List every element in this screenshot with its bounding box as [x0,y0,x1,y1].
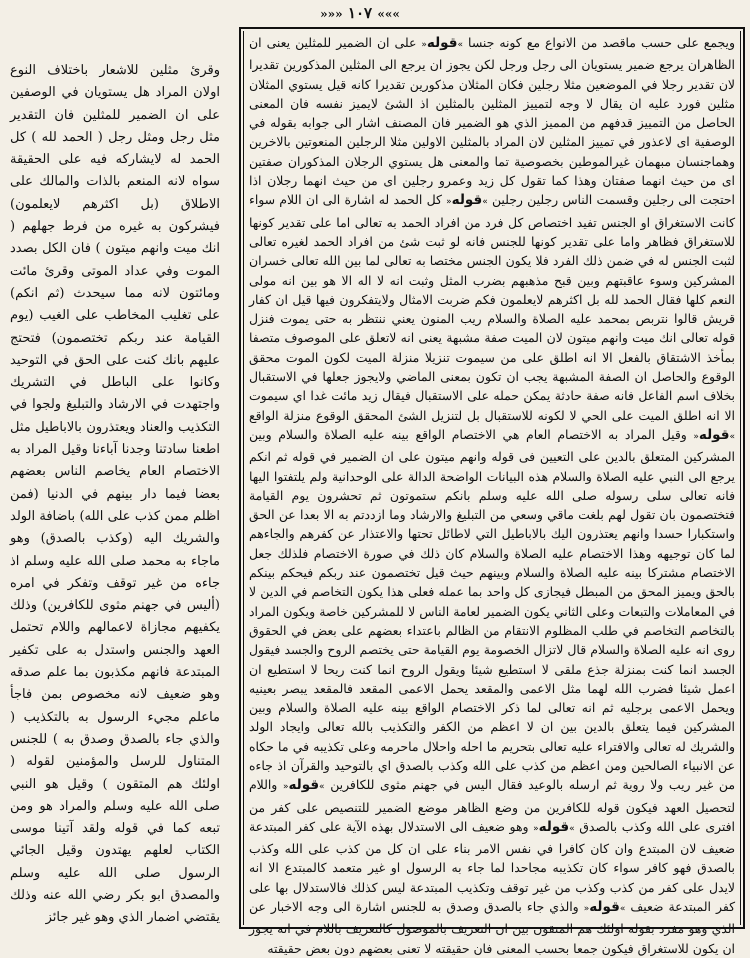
page-number [225,4,495,22]
page-number-value: ١٠٧ [347,4,373,22]
qawluhu-marker-2: »قوله« [446,192,488,209]
qawluhu-marker-3: »قوله« [693,426,735,443]
side-paragraph: وقرئ مثلين للاشعار باختلاف النوع اولان المراد هل يستويان في الوصفين على ان الضمير للمثلين فان التقدير مثل رجل ومثل رجل ( الحمد لله ) كل الحمد له لايشاركه فيه على الحقيقة سواه لانه المنعم بالذات والمالك على الاطلاق (بل اكثرهم لايعلمون) فيشركون به غيره من فرط جهلهم ( انك ميت وانهم ميتون ) فان الكل بصدد الموت وفي عداد الموتى وقرئ مائت ومائتون لانه مما سيحدث (ثم انكم) على تغليب المخاطب على الغيب (يوم القيامة عند ربكم تختصمون) فتحتج عليهم بانك كنت على الحق في التوحيد وكانوا على الباطل في التشريك واجتهدت في الارشاد والتبليغ ولجوا في التكذيب والعناد ويعتذرون بالاباطيل مثل اطعنا سادتنا وجدنا آباءنا وقيل المراد به الاختصام العام يخاصم الناس بعضهم بعضا فيما دار بينهم في الدنيا (فمن اظلم ممن كذب على الله) باضافة الولد والشريك اليه (وكذب بالصدق) وهو ماجاء به محمد صلى الله عليه وسلم اذ جاءه من غير توقف وتفكر في امره (أليس في جهنم مثوى للكافرين) وذلك يكفيهم مجازاة لاعمالهم واللام تحتمل العهد والجنس واستدل به على تكفير المبتدعة فانهم مكذبون بما علم صدقه وهو ضعيف لانه مخصوص بمن فاجأ ماعلم مجيء الرسول به بالتكذيب ( والذي جاء بالصدق وصدق به ) للجنس المتناول للرسل والمؤمنين لقوله ( اولئك هم المتقون ) وقيل هو النبي صلى الله عليه وسلم والمراد هو ومن تبعه كما في قوله ولقد آتينا موسى الكتاب لعلهم يهتدون وقيل الجائي الرسول صلى الله عليه وسلم والمصدق ابو بكر رضي الله عنه وذلك يقتضي اضمار الذي وهو غير جائز [10,63,220,926]
main-paragraph-3: كل الحمد له اشارة الى ان اللام سواء كانت الاستغراق او الجنس تفيد اختصاص كل فرد من افراد الحمد به تعالى اما على تقدير كونها للاستغراق فظاهر واما على تقدير كونها للجنس فانه لو ثبت شئ من افراد الحمد لغيره تعالى لثبت الجنس له في ضمن ذلك الفرد فلا يكون الجنس مختصا به تعالى لما بين الله تعالى خسران المشركين وسوء عاقبتهم وبين قبح مذهبهم بضرب المثل وثبت انه لا اله الا هو بين انه مولى النعم كلها فقال الحمد لله بل اكثرهم لايعلمون فكم ضربت الامثال ولايتفكرون فيها قيل ان كفار قريش قالوا نتربص بمحمد عليه الصلاة والسلام ريب المنون يعني ننتظر به حتى يموت فنزل قوله تعالى انك ميت وانهم ميتون لان الميت صفة مشبهة يعنى انه لاتعلق على الموصوف متصفا بمأخذ الاشتقاق بالفعل الا انه اطلق على من سيموت تنزيلا منزلة الميت لكون الموت محقق الوقوع والحاصل ان الصفة المشبهة يجب ان تكون بمعنى الماضي ولايجوز جعلها في الاستقبال بخلاف اسم الفاعل فانه صفة حادثة يمكن حمله على الاستقبال فيقال زيد مائت غدا اي سيموت الا انه اطلق الميت على الحي لا لكونه للاستقبال بل لتنزيل الشئ المحقق الوقوع منزلة الواقع [249,192,735,423]
main-commentary-frame [239,27,745,956]
qawluhu-marker-5: »قوله« [533,818,575,835]
page-ornament-left: ««« [320,7,343,21]
main-paragraph-7: والذي جاء بالصدق وصدق به للجنس اشارة الى وجه الاخبار عن الذي وهو مفرد بقوله اولئك هم المتقون بين ان التعريف بالموصول كالتعريف باللام في انه يجوز ان يكون للاستغراق فيكون جمعا بحسب المعنى فان حقيقته لا تعنى بعضهم دون بعض حقيقته [249,899,735,956]
main-paragraph-5: واللام لتحصيل العهد فيكون قوله للكافرين من وضع الظاهر موضع الضمير للتنصيص على كفر من افترى على الله وكذب بالصدق [249,777,735,834]
main-paragraph-4: وقيل المراد به الاختصام العام هي الاختصام الواقع بينه عليه الصلاة والسلام وبين المشركين المتعلق بالدين على التعيين فى قوله وانهم ميتون على ان الضمير في قوله ثم انكم يرجع الى النبي عليه الصلاة والسلام هذه البيانات الواضحة الدالة على الوحدانية ولم يلتفتوا اليها فانه تعالى سلى رسوله صلى الله عليه وسلم بانكم ستموتون ثم تحشرون يوم القيامة فتختصمون بان تقول لهم بلغت ماقي وسعي من التبليغ والارشاد وما ازددتم به الا بعدا عن الحق واستكبارا حسدا وانهم يعتذرون اليك بالاباطيل التي لاطائل تحتها والاعتذار عن كفرهم والجاءهم لما كان توجيهه وهذا الاختصام عليه الصلاة والسلام كان ذلك في صورة الاختصام فلذلك جعل الاختصام مشتركا بينه عليه الصلاة والسلام وبينهم حيث قيل تختصمون عند ربكم فيحكم بينكم بالحق ويميز المحق من المبطل فيجازى كل واحد بما عمله فعلى هذا يكون التخاصم في الدين لا في المعاملات والتبعات وعلى الثاني يكون الضمير لعامة الناس لا للمشركين خاصة ويكون المراد بالتخاصم التخاصم في طلب المظلوم الانتقام من الظالم باعتداء بعضهم على بعض في الحقوق روى انه عليه الصلاة والسلام قال لاتزال الخصومة يوم القيامة حتى يختصم الروح والجسد فيقول الجسد انما كنت بمنزلة جذع ملقى لا استطيع شيئا ويقول الروح انما كنت ريحا لا استطيع ان اعمل شيئا فضرب الله لهما مثل الاعمى والمقعد يحمل الاعمى المقعد فالمقعد يبصر بعينيه ويحمل الاعمى برجليه ثم انه تعالى لما ذكر الاختصام الواقع بينه عليه الصلاة والسلام وبين المشركين فيما يتعلق بالدين بين ان لا اعظم من الكفر والتكذيب بالله تعالى وايجاد الولد والشريك له تعالى والافتراء عليه تعالى بتحريم ما احله واحلال ماحرمه وعلى تكذيبه في ما حكاه عن الانبياء الصالحين ومن اعظم من كذب على الله وكذب بالصدق اي بالتوحيد والقرآن اذ جاءه من غير ريب ولا روية ثم ارسله بالوعيد فقال اليس في جهنم مثوى للكافرين [249,426,735,793]
main-paragraph-6: وهو ضعيف الى الاستدلال بهذه الآية على كفر المبتدعة ضعيف لان المبتدع وان كان كافرا في نفس الامر بناء على ان كل من كذب على الله وكذب بالصدق فهو كافر سواء كان تكذيبه مجاحدا لما جاء به الرسول او غير متعمد كالمبتدع الا انه لايدل على كفر من كذب وكذب من غير توقف وتكذيب المبتدعة ليس كذلك فالاستدلال بها على كفر المبتدعة ضعيف [249,818,735,915]
side-tafsir-text [10,60,220,930]
side-tafsir-column [10,60,220,930]
qawluhu-marker-6: »قوله« [583,899,626,916]
page-ornament-right: »»» [377,7,400,21]
main-commentary-text [249,33,735,958]
main-paragraph-1: ويجمع على حسب ماقصد من الانواع مع كونه جنسا [468,35,735,50]
qawluhu-marker-1: »قوله« [421,35,463,51]
qawluhu-marker-4: »قوله« [282,777,325,794]
main-paragraph-2: على ان الضمير للمثلين يعنى ان الظاهران يرجع ضمير يستويان الى رجل ورجل لكن يجوز ان يرجع الى المثلين المذكورين تقديرا لان تقدير رجلا في الموضعين مثلا رجلين فكان المثلان مذكورين تقديرا كانه قيل يستوي المثلان مثلين فورد عليه ان يقال لا وجه لتمييز المثلين بالمثلين اذ الشئ لايميز نفسه فان المعنى الحاصل من التمييز قدفهم من المميز الذي هو الضمير فان المصنف اشار الى جوابه بقوله في الوصفية اى لاعذور في تمييز المثلين لان المراد بالمثلين الاولين مثلا الرجلين المنعوتين بالاخرين وهماجنسان مبهمان غيرالموطين بخصوصية تما والمعنى هل يستوي الرجلان المذكوران صفتين اى من حيث انهما صفتان وهذا كما تقول كل زيد وعمرو رجلين اى من حيث انهما رجلان اذا احتجت الى رجلين وقسمت الناس رجلين رجلين [249,35,735,208]
